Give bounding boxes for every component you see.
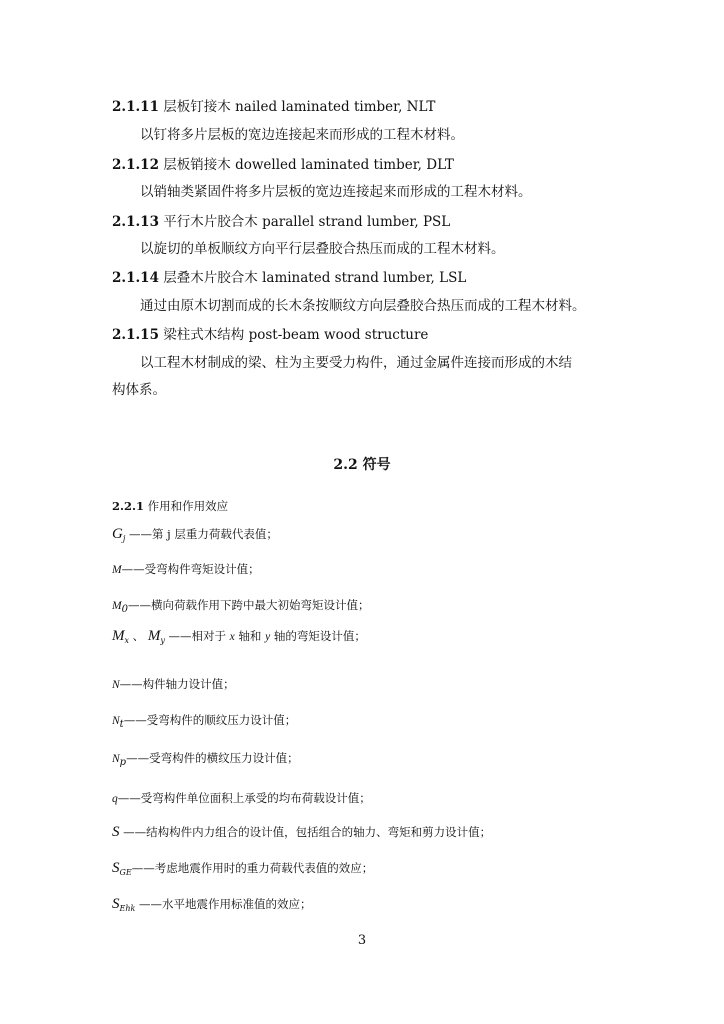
term-title: 层板销接木 dowelled laminated timber, DLT bbox=[163, 157, 454, 173]
symbol-description-c: 轴的弯矩设计值； bbox=[273, 629, 366, 643]
symbol-s bbox=[112, 824, 491, 841]
symbol-description: ——第 j 层重力荷载代表值； bbox=[128, 527, 278, 541]
subsection-title: 作用和作用效应 bbox=[147, 499, 229, 513]
term-definition: 通过由原木切割而成的长木条按顺纹方向层叠胶合热压而成的工程木材料。 bbox=[140, 298, 586, 314]
symbol-main: S bbox=[112, 896, 120, 912]
symbol-description-a: ——相对于 bbox=[168, 629, 227, 643]
axis-x-label: x bbox=[229, 631, 235, 643]
symbol-m0 bbox=[112, 597, 369, 615]
symbol-n bbox=[112, 676, 235, 692]
term-number: 2.1.11 bbox=[112, 99, 159, 115]
symbol-separator: 、 bbox=[132, 629, 145, 643]
symbol-subscript: j bbox=[122, 534, 126, 543]
symbol-subscript: t bbox=[119, 719, 124, 730]
term-2-1-13 bbox=[112, 210, 450, 230]
symbol-description-b: 轴和 bbox=[238, 629, 262, 643]
term-2-1-12 bbox=[112, 153, 454, 173]
section-heading: 2.2 符号 bbox=[333, 457, 391, 473]
symbol-description: ——结构构件内力组合的设计值，包括组合的轴力、弯矩和剪力设计值； bbox=[123, 825, 492, 839]
symbol-description: ——考虑地震作用时的重力荷载代表值的效应； bbox=[131, 861, 374, 875]
symbol-nt bbox=[112, 712, 296, 730]
term-2-1-15 bbox=[112, 323, 428, 343]
term-title: 平行木片胶合木 parallel strand lumber, PSL bbox=[163, 214, 451, 230]
symbol-gj bbox=[112, 526, 278, 543]
term-definition: 以工程木材制成的梁、柱为主要受力构件，通过金属件连接而形成的木结 bbox=[140, 355, 572, 371]
symbol-description: ——受弯构件的横纹压力设计值； bbox=[126, 751, 299, 765]
term-number: 2.1.13 bbox=[112, 214, 159, 230]
term-number: 2.1.14 bbox=[112, 270, 159, 286]
term-title: 层叠木片胶合木 laminated strand lumber, LSL bbox=[163, 270, 467, 286]
symbol-subscript-x: x bbox=[124, 636, 130, 645]
symbol-main: M bbox=[112, 564, 122, 576]
symbol-description: ——受弯构件弯矩设计值； bbox=[121, 562, 260, 576]
term-definition: 以钉将多片层板的宽边连接起来而形成的工程木材料。 bbox=[140, 127, 464, 143]
term-2-1-14 bbox=[112, 266, 466, 286]
symbol-subscript: GE bbox=[119, 868, 132, 877]
symbol-description: ——受弯构件的顺纹压力设计值； bbox=[123, 713, 297, 727]
term-number: 2.1.12 bbox=[112, 157, 159, 173]
subsection-number: 2.2.1 bbox=[112, 499, 145, 513]
symbol-mx-my bbox=[112, 628, 366, 645]
symbol-description: ——受弯构件单位面积上承受的均布荷载设计值； bbox=[117, 791, 371, 805]
subsection-heading bbox=[112, 498, 228, 514]
term-definition: 以销轴类紧固件将多片层板的宽边连接起来而形成的工程木材料。 bbox=[140, 184, 532, 200]
page-number: 3 bbox=[357, 933, 367, 948]
symbol-main: N bbox=[112, 715, 120, 727]
term-definition-continued: 构体系。 bbox=[112, 382, 166, 398]
symbol-main: q bbox=[112, 793, 118, 805]
term-number: 2.1.15 bbox=[112, 327, 159, 343]
symbol-main-x: M bbox=[112, 628, 125, 644]
term-definition: 以旋切的单板顺纹方向平行层叠胶合热压而成的工程木材料。 bbox=[140, 241, 505, 257]
symbol-sehk bbox=[112, 896, 312, 913]
symbol-main: S bbox=[112, 824, 120, 840]
term-title: 梁柱式木结构 post-beam wood structure bbox=[163, 327, 429, 343]
symbol-subscript-y: y bbox=[160, 636, 165, 645]
symbol-description: ——构件轴力设计值； bbox=[119, 677, 235, 691]
symbol-main-y: M bbox=[147, 628, 161, 644]
symbol-m bbox=[112, 561, 260, 577]
term-title: 层板钉接木 nailed laminated timber, NLT bbox=[163, 99, 436, 115]
symbol-subscript: 0 bbox=[121, 604, 128, 615]
symbol-sge bbox=[112, 860, 373, 877]
symbol-np bbox=[112, 750, 299, 768]
symbol-main: N bbox=[112, 753, 120, 765]
axis-y-label: y bbox=[265, 631, 271, 643]
symbol-main: N bbox=[112, 679, 120, 691]
symbol-description: ——横向荷载作用下跨中最大初始弯矩设计值； bbox=[127, 598, 370, 612]
symbol-q bbox=[112, 790, 371, 806]
symbol-subscript: p bbox=[119, 757, 127, 768]
term-2-1-11 bbox=[112, 95, 435, 115]
symbol-subscript: Ehk bbox=[119, 904, 136, 913]
symbol-main: M bbox=[112, 600, 122, 612]
symbol-main: S bbox=[112, 860, 120, 876]
symbol-description: ——水平地震作用标准值的效应； bbox=[139, 897, 312, 911]
symbol-main: G bbox=[112, 526, 123, 542]
